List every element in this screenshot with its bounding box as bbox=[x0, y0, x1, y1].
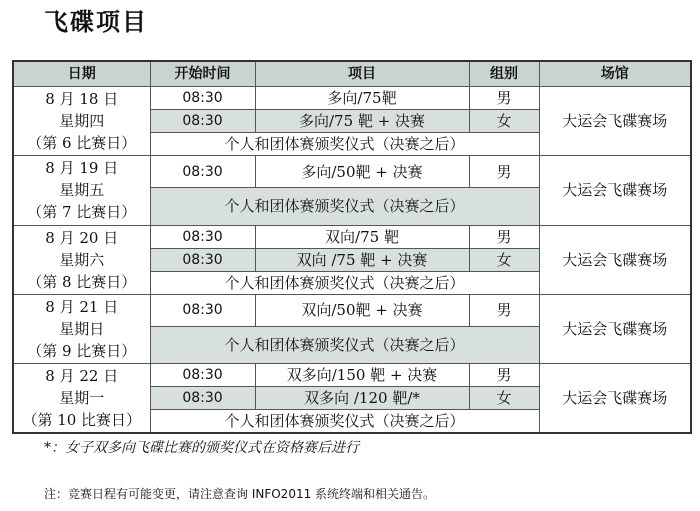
time-cell: 08:30 bbox=[150, 294, 255, 326]
competition-day-label: （第 6 比赛日） bbox=[27, 134, 137, 153]
table-row bbox=[13, 156, 691, 188]
schedule-note: 注：竞赛日程有可能变更，请注意查询 INFO2011 系统终端和相关通告。 bbox=[44, 487, 436, 501]
competition-day-label: （第 8 比赛日） bbox=[27, 272, 137, 291]
group-cell: 男 bbox=[469, 294, 539, 326]
group-cell: 女 bbox=[469, 387, 539, 410]
date-label: 8 月 19 日 bbox=[45, 159, 119, 178]
venue-cell: 大运会飞碟赛场 bbox=[539, 225, 691, 294]
time-cell: 08:30 bbox=[150, 225, 255, 248]
group-cell: 男 bbox=[469, 156, 539, 188]
event-cell: 双向/75 靶 bbox=[255, 225, 469, 248]
page-title: 飞碟项目 bbox=[44, 8, 148, 36]
weekday-label: 星期一 bbox=[59, 389, 105, 408]
event-cell: 双向/50靶 + 决赛 bbox=[255, 294, 469, 326]
ceremony-cell: 个人和团体赛颁奖仪式（决赛之后） bbox=[150, 326, 539, 363]
header-event: 项目 bbox=[255, 61, 469, 87]
header-date: 日期 bbox=[13, 61, 150, 87]
date-cell bbox=[13, 294, 150, 363]
time-cell: 08:30 bbox=[150, 110, 255, 133]
date-cell bbox=[13, 364, 150, 433]
venue-cell: 大运会飞碟赛场 bbox=[539, 294, 691, 363]
weekday-label: 星期五 bbox=[59, 181, 105, 200]
event-cell: 双向 /75 靶 + 决赛 bbox=[255, 248, 469, 271]
group-cell: 女 bbox=[469, 248, 539, 271]
time-cell: 08:30 bbox=[150, 364, 255, 387]
date-label: 8 月 20 日 bbox=[45, 228, 119, 247]
competition-day-label: （第 7 比赛日） bbox=[27, 203, 137, 222]
weekday-label: 星期六 bbox=[59, 250, 105, 269]
date-label: 8 月 18 日 bbox=[45, 90, 119, 109]
competition-day-label: （第 10 比赛日） bbox=[22, 411, 142, 430]
competition-day-label: （第 9 比赛日） bbox=[27, 341, 137, 360]
venue-cell: 大运会飞碟赛场 bbox=[539, 156, 691, 225]
event-cell: 双多向 /120 靶/* bbox=[255, 387, 469, 410]
weekday-label: 星期日 bbox=[59, 319, 105, 338]
time-cell: 08:30 bbox=[150, 387, 255, 410]
date-cell bbox=[13, 156, 150, 225]
group-cell: 男 bbox=[469, 225, 539, 248]
table-row bbox=[13, 225, 691, 248]
header-venue: 场馆 bbox=[539, 61, 691, 87]
event-cell: 双多向/150 靶 + 决赛 bbox=[255, 364, 469, 387]
ceremony-cell: 个人和团体赛颁奖仪式（决赛之后） bbox=[150, 188, 539, 225]
group-cell: 男 bbox=[469, 87, 539, 110]
event-cell: 多向/50靶 + 决赛 bbox=[255, 156, 469, 188]
ceremony-cell: 个人和团体赛颁奖仪式（决赛之后） bbox=[150, 410, 539, 433]
group-cell: 男 bbox=[469, 364, 539, 387]
event-cell: 多向/75靶 bbox=[255, 87, 469, 110]
date-label: 8 月 22 日 bbox=[45, 367, 119, 386]
time-cell: 08:30 bbox=[150, 248, 255, 271]
ceremony-cell: 个人和团体赛颁奖仪式（决赛之后） bbox=[150, 133, 539, 156]
table-row bbox=[13, 87, 691, 110]
event-cell: 多向/75 靶 + 决赛 bbox=[255, 110, 469, 133]
header-group: 组别 bbox=[469, 61, 539, 87]
group-cell: 女 bbox=[469, 110, 539, 133]
time-cell: 08:30 bbox=[150, 156, 255, 188]
table-row bbox=[13, 294, 691, 326]
schedule-table bbox=[12, 60, 692, 434]
ceremony-cell: 个人和团体赛颁奖仪式（决赛之后） bbox=[150, 271, 539, 294]
venue-cell: 大运会飞碟赛场 bbox=[539, 364, 691, 433]
table-row bbox=[13, 364, 691, 387]
header-row bbox=[13, 61, 691, 87]
time-cell: 08:30 bbox=[150, 87, 255, 110]
footnote: *：女子双多向飞碟比赛的颁奖仪式在资格赛后进行 bbox=[44, 440, 359, 456]
date-cell bbox=[13, 225, 150, 294]
weekday-label: 星期四 bbox=[59, 112, 105, 131]
date-label: 8 月 21 日 bbox=[45, 297, 119, 316]
venue-cell: 大运会飞碟赛场 bbox=[539, 87, 691, 156]
header-start-time: 开始时间 bbox=[150, 61, 255, 87]
date-cell bbox=[13, 87, 150, 156]
